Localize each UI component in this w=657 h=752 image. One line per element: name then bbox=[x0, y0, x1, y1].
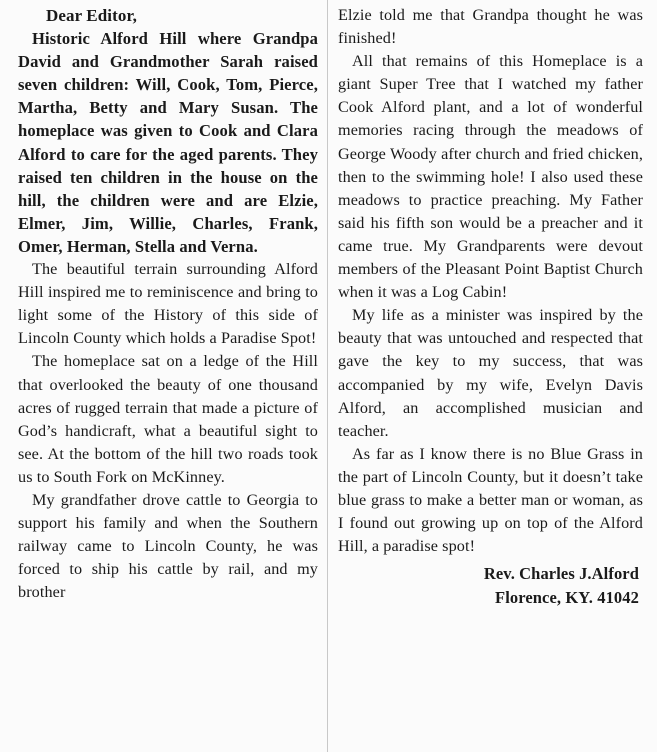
signature-block bbox=[338, 562, 643, 610]
signature-location: Florence, KY. 41042 bbox=[495, 588, 639, 608]
paragraph-homeplace: The homeplace sat on a ledge of the Hill that overlooked the beauty of one thousand acres of rugged terrain that made a picture of God’s handicraft, what a beautiful sight to see. At the bottom of the hill two roads took us to South Fork on McKinney. bbox=[18, 352, 318, 486]
paragraph-grandfather-cattle: My grandfather drove cattle to Georgia to support his family and when the Southern railway came to Lincoln County, he was forced to ship his cattle by rail, and my brother bbox=[18, 490, 318, 602]
paragraph-minister-life: My life as a minister was inspired by the beauty that was untouched and respected that gave the key to my success, that was accompanied by my wife, Evelyn Davis Alford, an accomplished musician and teacher. bbox=[338, 306, 643, 440]
right-column bbox=[338, 4, 643, 610]
paragraph-grandfather-continued: Elzie told me that Grandpa thought he was finished! bbox=[338, 6, 643, 48]
letter-greeting: Dear Editor, bbox=[46, 6, 137, 25]
column-divider bbox=[327, 0, 328, 752]
signature-name: Rev. Charles J.Alford bbox=[483, 564, 639, 584]
paragraph-historic-alford-hill: Historic Alford Hill where Grandpa David and Grandmother Sarah raised seven children: Will, Cook, Tom, Pierce, Martha, Betty and Mary Susan. The homeplace was given to Cook and Clara Alford to care for the aged parents. They raised ten children in the house on the hill, the children were and are Elzie, Elmer, Jim, Willie, Charles, Frank, Omer, Herman, Stella and Verna. bbox=[18, 29, 318, 256]
paragraph-blue-grass: As far as I know there is no Blue Grass in the part of Lincoln County, but it doesn’t take blue grass to make a better man or woman, as I found out growing up on top of the Alford Hill, a paradise spot! bbox=[338, 444, 643, 556]
paragraph-beautiful-terrain: The beautiful terrain surrounding Alford Hill inspired me to reminiscence and bring to light some of the History of this side of Lincoln County which holds a Paradise Spot! bbox=[18, 260, 318, 348]
paragraph-homeplace-remains: All that remains of this Homeplace is a giant Super Tree that I watched my father Cook Alford plant, and a lot of wonderful memories racing through the meadows of George Woody after church and fried chicken, then to the swimming hole! I also used these meadows to practice preaching. My Father said his fifth son would be a preacher and it came true. My Grandparents were devout members of the Pleasant Point Baptist Church when it was a Log Cabin! bbox=[338, 52, 643, 302]
left-column bbox=[18, 4, 318, 604]
